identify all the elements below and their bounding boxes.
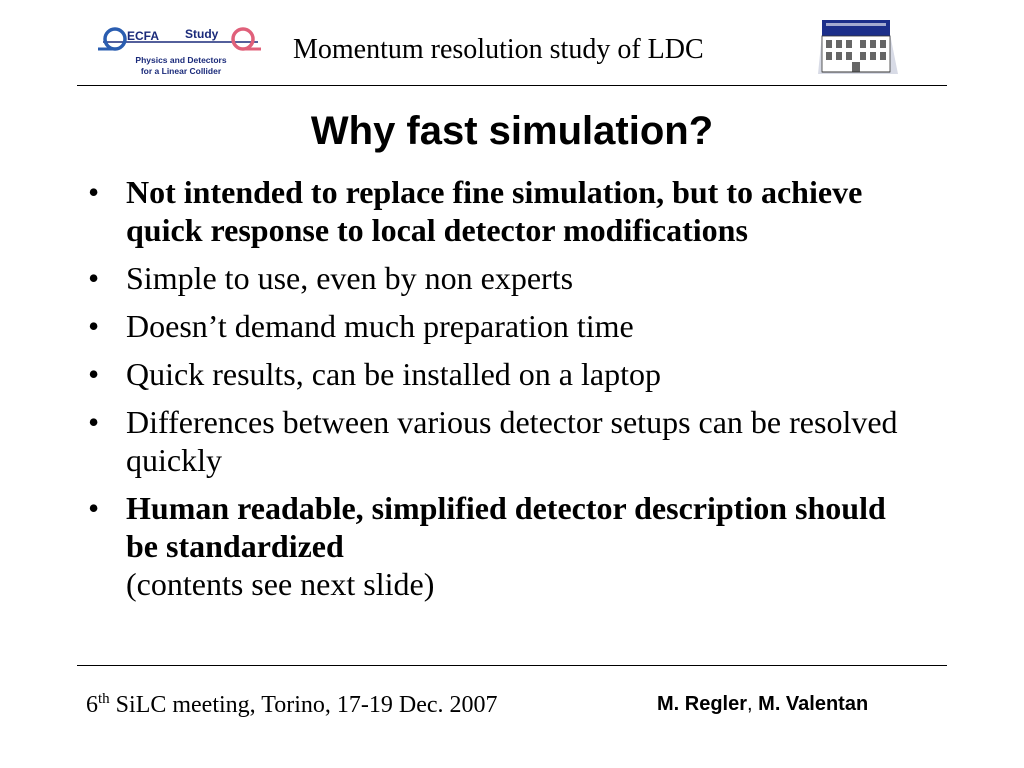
bullet-item bbox=[88, 173, 918, 249]
bullet-icon: • bbox=[88, 260, 100, 296]
bullet-icon: • bbox=[88, 490, 100, 526]
bullet-item bbox=[88, 259, 918, 297]
footer-event-details: SiLC meeting, Torino, 17-19 Dec. 2007 bbox=[109, 692, 498, 718]
bullet-text: Not intended to replace fine simulation, but to achieve quick response to local detector modifications bbox=[126, 174, 863, 248]
slide-title: Why fast simulation? bbox=[310, 109, 714, 153]
footer-event-ordinal: th bbox=[98, 691, 110, 707]
footer-event bbox=[86, 690, 498, 720]
bullet-text: Quick results, can be installed on a laptop bbox=[126, 356, 661, 392]
logo-subtitle-line1: Physics and Detectors bbox=[135, 55, 227, 65]
footer-author-separator: , bbox=[747, 693, 759, 715]
bullet-icon: • bbox=[88, 356, 100, 392]
footer-author-2: M. Valentan bbox=[758, 693, 869, 715]
logo-ecfa-text: ECFA bbox=[127, 29, 160, 43]
bullet-item bbox=[88, 307, 918, 345]
logo-subtitle-line2: for a Linear Collider bbox=[140, 66, 222, 76]
header-divider bbox=[77, 85, 947, 86]
footer-author-1: M. Regler bbox=[657, 693, 748, 715]
footer-authors bbox=[657, 691, 868, 717]
bullet-icon: • bbox=[88, 174, 100, 210]
bullet-text: Differences between various detector setups can be resolved quickly bbox=[126, 404, 898, 478]
header-title: Momentum resolution study of LDC bbox=[293, 34, 704, 65]
bullet-text: Human readable, simplified detector description should be standardized bbox=[126, 490, 886, 564]
footer-divider bbox=[77, 665, 947, 666]
bullet-icon: • bbox=[88, 404, 100, 440]
bullet-item bbox=[88, 489, 918, 603]
logo-study-text: Study bbox=[185, 27, 219, 41]
bullet-subtext: (contents see next slide) bbox=[126, 566, 435, 602]
footer-event-number: 6 bbox=[86, 692, 98, 718]
bullet-item bbox=[88, 403, 918, 479]
bullet-text: Doesn’t demand much preparation time bbox=[126, 308, 634, 344]
bullet-item bbox=[88, 355, 918, 393]
bullet-list bbox=[88, 173, 918, 613]
building-logo bbox=[812, 18, 900, 76]
bullet-text: Simple to use, even by non experts bbox=[126, 260, 574, 296]
bullet-icon: • bbox=[88, 308, 100, 344]
ecfa-study-logo bbox=[93, 17, 268, 79]
